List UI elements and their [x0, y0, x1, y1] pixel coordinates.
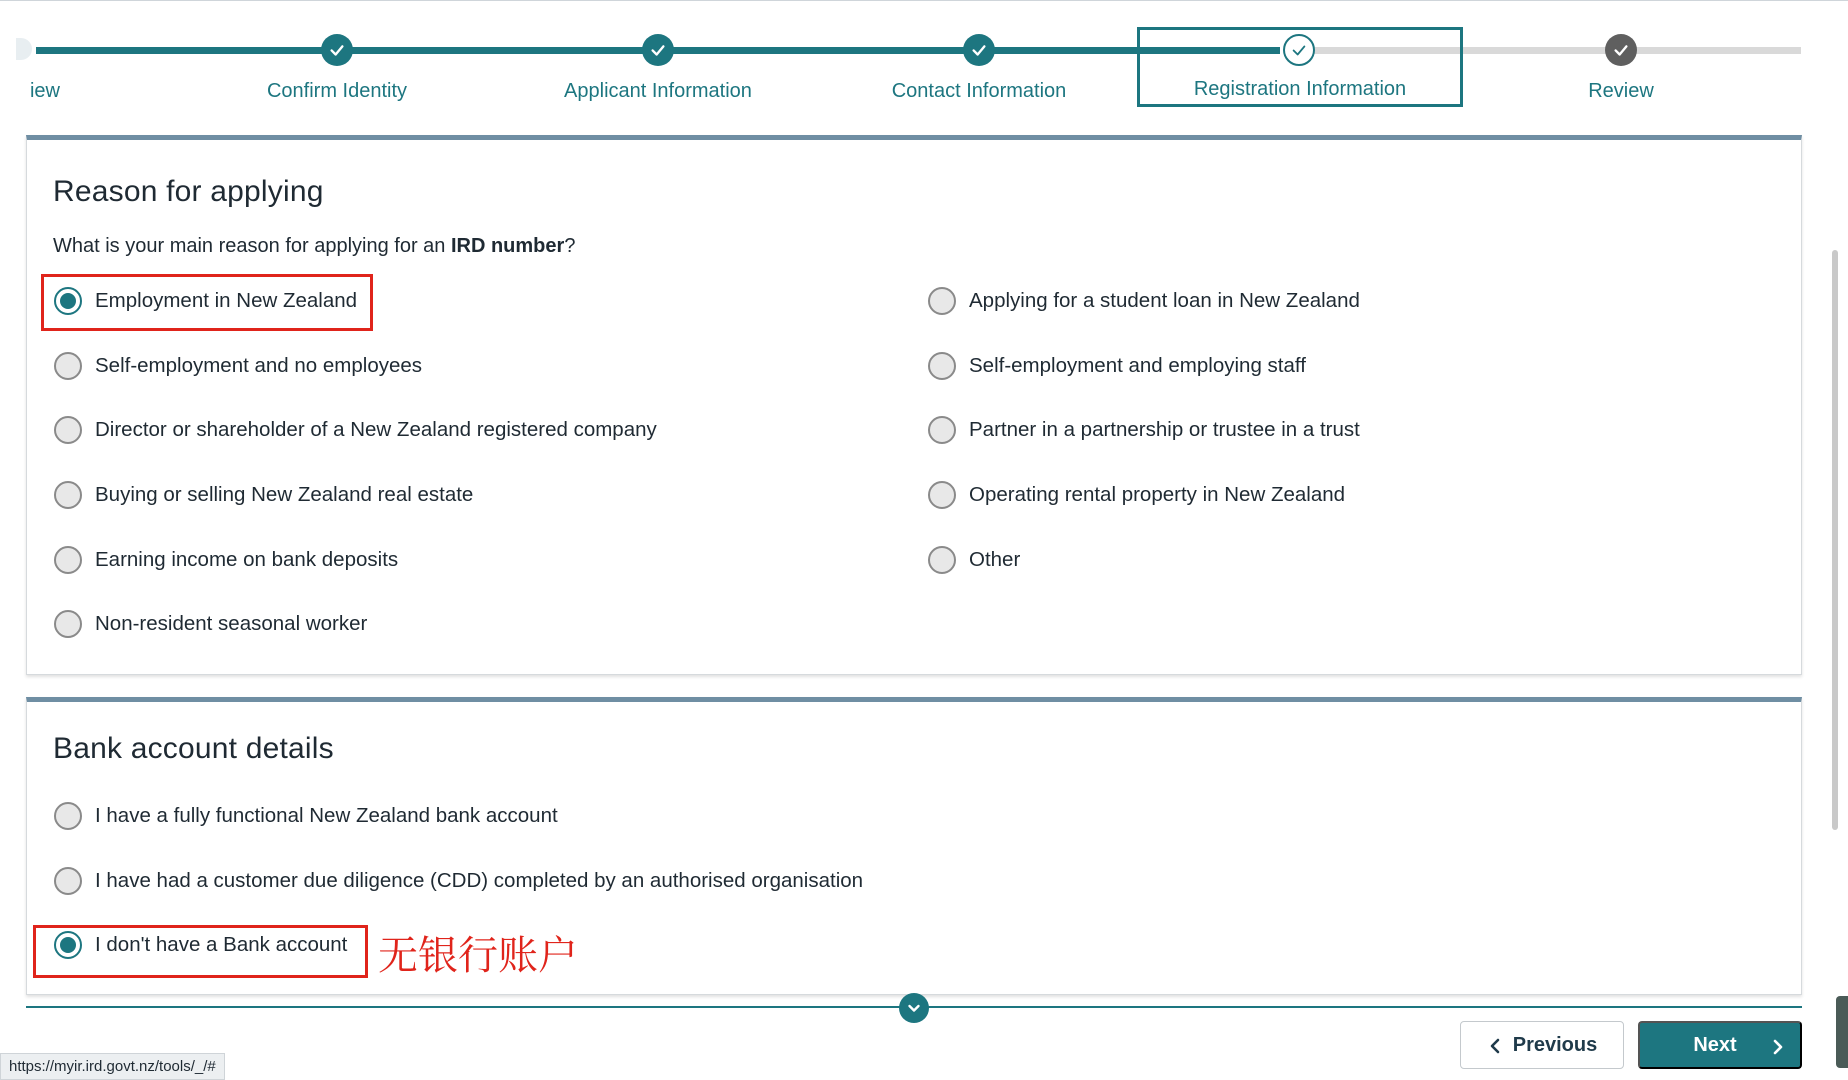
reason-option-director-shareholder[interactable]: Director or shareholder of a New Zealand registered company [54, 416, 657, 444]
radio-button[interactable] [928, 352, 956, 380]
reason-option-employment[interactable]: Employment in New Zealand [54, 287, 357, 315]
radio-button[interactable] [928, 287, 956, 315]
reason-question: What is your main reason for applying for an IRD number? [53, 235, 576, 257]
bank-option-nz-bank-account[interactable]: I have a fully functional New Zealand bank account [54, 802, 558, 830]
scroll-down-chevron-icon[interactable] [899, 993, 929, 1023]
radio-button[interactable] [54, 802, 82, 830]
next-button[interactable]: Next [1638, 1021, 1802, 1069]
step-applicant-information-check-icon[interactable] [642, 34, 674, 66]
previous-button[interactable]: Previous [1460, 1021, 1624, 1069]
reason-option-self-employment-staff[interactable]: Self-employment and employing staff [928, 352, 1306, 380]
radio-button[interactable] [54, 546, 82, 574]
bank-option-no-bank-account[interactable]: I don't have a Bank account [54, 931, 347, 959]
bank-option-cdd-completed[interactable]: I have had a customer due diligence (CDD) completed by an authorised organisation [54, 867, 863, 895]
side-widget[interactable] [1836, 996, 1848, 1068]
previous-step-dot [16, 38, 32, 60]
reason-option-rental-property[interactable]: Operating rental property in New Zealand [928, 481, 1345, 509]
radio-button[interactable] [54, 352, 82, 380]
radio-button[interactable] [928, 546, 956, 574]
step-label-contact-information[interactable]: Contact Information [891, 80, 1067, 102]
step-registration-information-check-icon[interactable] [1283, 34, 1315, 66]
step-label-confirm-identity[interactable]: Confirm Identity [266, 80, 408, 102]
chevron-left-icon [1485, 1035, 1505, 1063]
reason-option-real-estate[interactable]: Buying or selling New Zealand real estate [54, 481, 473, 509]
bank-account-details-card [26, 697, 1802, 995]
reason-option-student-loan[interactable]: Applying for a student loan in New Zealand [928, 287, 1360, 315]
step-confirm-identity-check-icon[interactable] [321, 34, 353, 66]
status-bar-url: https://myir.ird.govt.nz/tools/_/# [0, 1053, 225, 1080]
page-scrollbar[interactable] [1832, 250, 1838, 830]
step-review-check-icon[interactable] [1605, 34, 1637, 66]
bank-section-title: Bank account details [53, 732, 334, 765]
annotation-no-bank-account: 无银行账户 [378, 933, 578, 979]
radio-button[interactable] [54, 481, 82, 509]
radio-button[interactable] [54, 610, 82, 638]
reason-option-self-employment-no-employees[interactable]: Self-employment and no employees [54, 352, 422, 380]
radio-button[interactable] [928, 416, 956, 444]
chevron-right-icon [1768, 1036, 1788, 1064]
step-label-applicant-information[interactable]: Applicant Information [564, 80, 752, 102]
reason-option-seasonal-worker[interactable]: Non-resident seasonal worker [54, 610, 367, 638]
reason-for-applying-card [26, 135, 1802, 675]
step-contact-information-check-icon[interactable] [963, 34, 995, 66]
step-label-review[interactable]: Review [1588, 80, 1654, 102]
progress-stepper [0, 0, 1848, 120]
step-label-overview[interactable]: iew [29, 80, 60, 102]
reason-option-partner-trustee[interactable]: Partner in a partnership or trustee in a trust [928, 416, 1360, 444]
radio-button[interactable] [54, 416, 82, 444]
step-label-registration-information[interactable]: Registration Information [1193, 78, 1407, 100]
reason-option-bank-deposits[interactable]: Earning income on bank deposits [54, 546, 398, 574]
reason-section-title: Reason for applying [53, 175, 324, 208]
radio-button[interactable] [54, 867, 82, 895]
radio-button[interactable] [54, 931, 82, 959]
reason-option-other[interactable]: Other [928, 546, 1020, 574]
radio-button[interactable] [928, 481, 956, 509]
radio-button[interactable] [54, 287, 82, 315]
